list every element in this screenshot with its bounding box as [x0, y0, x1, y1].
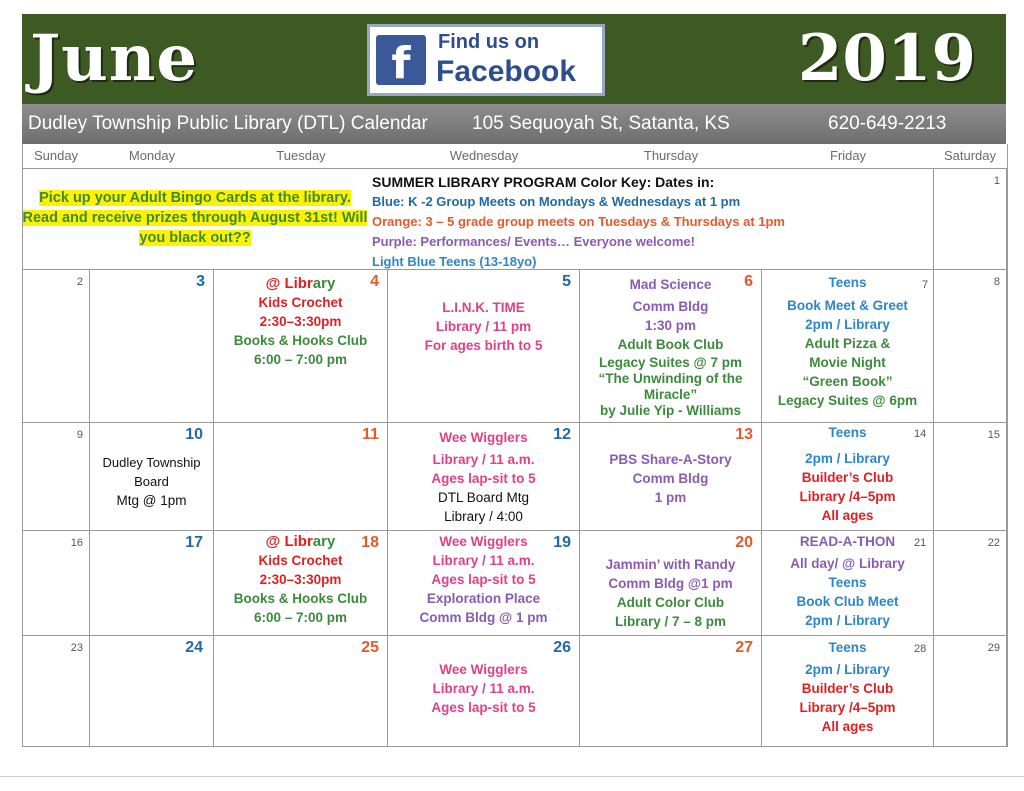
date-number: 9 [76, 429, 83, 441]
event-time: 2:30–3:30pm [259, 314, 342, 329]
event-adult-book-club: Adult Book Club [617, 337, 724, 352]
date-number: 3 [196, 273, 205, 290]
day-cell-11 [214, 423, 388, 531]
date-number: 21 [914, 537, 927, 549]
date-number: 17 [185, 534, 203, 551]
event-time: 1 pm [654, 490, 687, 505]
day-cell-27 [580, 636, 762, 747]
event-location: All day/ @ Library [790, 556, 905, 571]
event-location: Comm Bldg [632, 299, 709, 314]
event-wee-wigglers: Wee Wigglers [439, 534, 528, 549]
date-number: 4 [370, 273, 379, 290]
day-cell-20 [580, 531, 762, 636]
day-cell-23 [22, 636, 90, 747]
event-time: 2pm / Library [805, 613, 890, 628]
day-header-wednesday: Wednesday [449, 148, 519, 163]
day-cell-4 [214, 270, 388, 423]
event-location: Library /4–5pm [799, 700, 896, 715]
event-teens: Teens [828, 425, 867, 440]
color-key-title: SUMMER LIBRARY PROGRAM Color Key: Dates in: [372, 174, 715, 190]
event-location: Library /4–5pm [799, 489, 896, 504]
day-cell-26 [388, 636, 580, 747]
event-builders-club: Builder’s Club [801, 470, 894, 485]
date-number: 28 [914, 643, 927, 655]
date-number: 22 [987, 537, 1000, 549]
day-header-tuesday: Tuesday [276, 148, 326, 163]
event-books-hooks: Books & Hooks Club [233, 591, 368, 606]
date-number: 26 [553, 639, 571, 656]
day-cell-29 [934, 636, 1007, 747]
date-number: 13 [735, 426, 753, 443]
info-bar [22, 104, 1006, 144]
date-number: 14 [914, 428, 927, 440]
day-cell-22 [934, 531, 1007, 636]
event-ages: Ages lap-sit to 5 [431, 572, 536, 587]
event-location: Comm Bldg @1 pm [608, 576, 733, 591]
facebook-line2: Facebook [436, 55, 577, 88]
date-number: 1 [993, 175, 1000, 187]
event-time: 6:00 – 7:00 pm [253, 352, 348, 367]
day-header-thursday: Thursday [643, 148, 699, 163]
event-time: Mtg @ 1pm [116, 493, 187, 508]
event-location: Library / 4:00 [444, 509, 523, 524]
event-ages: All ages [821, 719, 874, 734]
event-pbs-share: PBS Share-A-Story [609, 452, 732, 467]
event-teens: Teens [828, 640, 867, 655]
event-builders-club: Builder’s Club [801, 681, 894, 696]
library-phone: 620-649-2213 [828, 113, 947, 134]
event-time: 6:00 – 7:00 pm [253, 610, 348, 625]
event-exploration-place: Exploration Place [426, 591, 541, 606]
event-location: Legacy Suites @ 6pm [777, 393, 918, 408]
library-address: 105 Sequoyah St, Satanta, KS [472, 113, 730, 134]
day-cell-12 [388, 423, 580, 531]
event-teens: Teens [828, 275, 867, 290]
event-kids-crochet: Kids Crochet [258, 295, 343, 310]
date-number: 2 [76, 276, 83, 288]
day-cell-8 [934, 270, 1007, 423]
event-location: Comm Bldg [632, 471, 709, 486]
day-cell-28 [762, 636, 934, 747]
calendar-header [22, 14, 1006, 104]
day-cell-3 [90, 270, 214, 423]
event-mad-science: Mad Science [629, 277, 712, 292]
day-cell-13 [580, 423, 762, 531]
event-wee-wigglers: Wee Wigglers [439, 662, 528, 677]
event-ages: All ages [821, 508, 874, 523]
event-ages: Ages lap-sit to 5 [431, 471, 536, 486]
color-key [372, 172, 932, 272]
event-ages: Ages lap-sit to 5 [431, 700, 536, 715]
facebook-badge[interactable] [367, 24, 605, 96]
event-time: 1:30 pm [644, 318, 697, 333]
event-kids-crochet: Kids Crochet [258, 553, 343, 568]
bingo-notice: Pick up your Adult Bingo Cards at the library. Read and receive prizes through August 31st! Will you black out?? [22, 190, 368, 246]
date-number: 5 [562, 273, 571, 290]
date-number: 12 [553, 426, 571, 443]
event-book-title: “The Unwinding of the Miracle” [598, 371, 743, 402]
color-key-blue: Blue: K -2 Group Meets on Mondays & Wednesdays at 1 pm [372, 194, 741, 209]
date-number: 24 [185, 639, 203, 656]
event-ages: For ages birth to 5 [424, 338, 543, 353]
date-number: 7 [922, 279, 929, 291]
event-location: Legacy Suites @ 7 pm [599, 355, 742, 370]
library-title: Dudley Township Public Library (DTL) Calendar [28, 113, 428, 134]
event-time: 2pm / Library [805, 662, 890, 677]
day-cell-19 [388, 531, 580, 636]
event-books-hooks: Books & Hooks Club [233, 333, 368, 348]
day-cell-5 [388, 270, 580, 423]
event-location: Library / 11 pm [435, 319, 532, 334]
month-title: June [30, 21, 199, 96]
date-number: 8 [993, 276, 1000, 288]
event-pizza-movie: Adult Pizza & [804, 336, 891, 351]
day-cell-14 [762, 423, 934, 531]
day-cell-2 [22, 270, 90, 423]
event-location: @ Library [265, 275, 336, 292]
day-cell-15 [934, 423, 1007, 531]
event-adult-color-club: Adult Color Club [616, 595, 725, 610]
event-movie-title: “Green Book” [802, 374, 893, 389]
day-header-monday: Monday [128, 148, 176, 163]
color-key-orange: Orange: 3 – 5 grade group meets on Tuesdays & Thursdays at 1pm [372, 214, 785, 229]
date-number: 16 [70, 537, 83, 549]
date-number: 20 [735, 534, 753, 551]
day-cell-16 [22, 531, 90, 636]
day-header-sunday: Sunday [33, 148, 79, 163]
event-movie-night: Movie Night [809, 355, 886, 370]
day-cell-17 [90, 531, 214, 636]
day-cell-1 [934, 168, 1007, 270]
day-header-saturday: Saturday [943, 148, 997, 163]
event-teens: Teens [828, 575, 867, 590]
event-book-club-meet: Book Club Meet [796, 594, 899, 609]
day-cell-9 [22, 423, 90, 531]
date-number: 19 [553, 534, 571, 551]
date-number: 18 [361, 534, 379, 551]
event-author: by Julie Yip - Williams [600, 403, 741, 418]
day-header-friday: Friday [829, 148, 867, 163]
event-board-name: Dudley Township [102, 455, 201, 470]
day-cell-24 [90, 636, 214, 747]
day-cell-21 [762, 531, 934, 636]
date-number: 27 [735, 639, 753, 656]
event-book-meet: Book Meet & Greet [787, 298, 908, 313]
event-wee-wigglers: Wee Wigglers [439, 430, 528, 445]
event-location: Library / 11 a.m. [432, 681, 535, 696]
event-location: Comm Bldg @ 1 pm [419, 610, 548, 625]
date-number: 10 [185, 426, 203, 443]
date-number: 15 [987, 429, 1000, 441]
color-key-lightblue: Light Blue Teens (13-18yo) [372, 254, 537, 269]
event-location: Library / 11 a.m. [432, 452, 535, 467]
date-number: 11 [362, 426, 379, 443]
event-board-meeting: DTL Board Mtg [437, 490, 530, 505]
day-cell-6 [580, 270, 762, 423]
event-board: Board [134, 474, 169, 489]
day-cell-10 [90, 423, 214, 531]
event-location: Library / 11 a.m. [432, 553, 535, 568]
event-location: @ Library [265, 533, 336, 550]
year-title: 2019 [797, 21, 976, 96]
date-number: 29 [987, 642, 1000, 654]
day-cell-25 [214, 636, 388, 747]
facebook-line1: Find us on [438, 31, 540, 53]
event-time: 2:30–3:30pm [259, 572, 342, 587]
day-cell-7 [762, 270, 934, 423]
event-time: 2pm / Library [805, 451, 890, 466]
color-key-purple: Purple: Performances/ Events… Everyone welcome! [372, 234, 695, 249]
event-read-a-thon: READ-A-THON [799, 534, 896, 549]
date-number: 25 [361, 639, 379, 656]
event-time: 2pm / Library [805, 317, 890, 332]
event-jammin: Jammin’ with Randy [605, 557, 736, 572]
event-location: Library / 7 – 8 pm [614, 614, 727, 629]
date-number: 23 [70, 642, 83, 654]
facebook-icon: f [376, 35, 426, 85]
event-link-time: L.I.N.K. TIME [442, 300, 525, 315]
date-number: 6 [744, 273, 753, 290]
page-divider [0, 776, 1024, 777]
day-cell-18 [214, 531, 388, 636]
